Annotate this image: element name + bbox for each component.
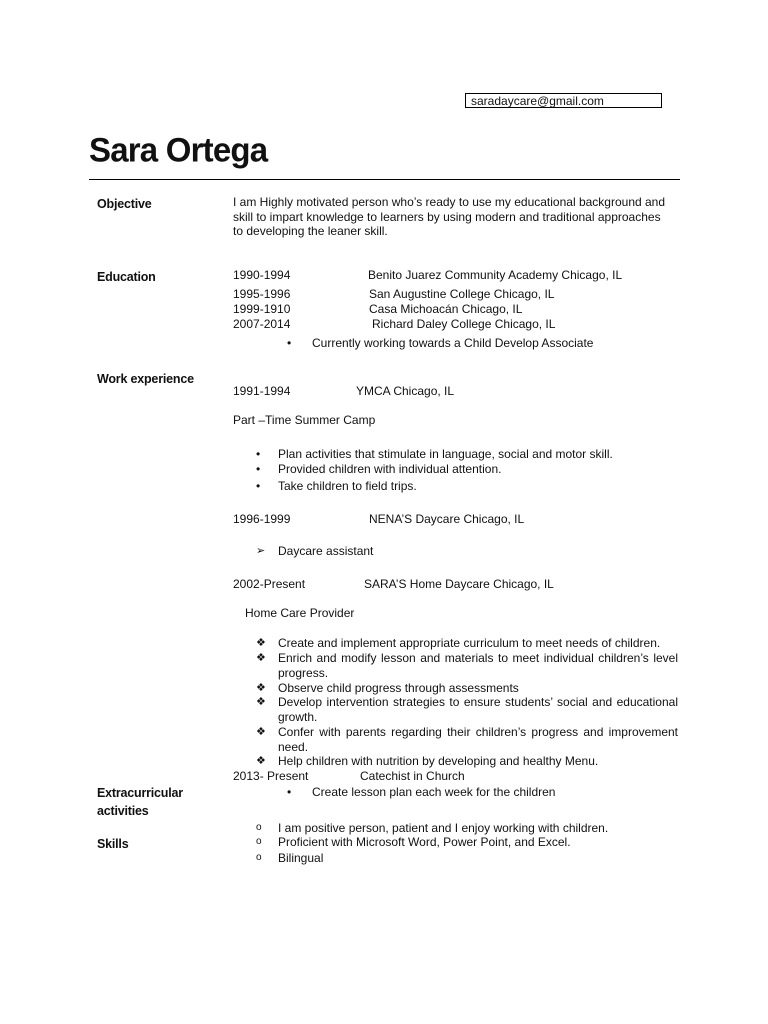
extracurricular-item: Create lesson plan each week for the children	[312, 785, 556, 799]
job-years: 1991-1994	[233, 384, 291, 398]
bullet-diamond: ❖	[256, 755, 266, 767]
education-years: 1999-1910	[233, 302, 291, 316]
education-years: 1995-1996	[233, 287, 291, 301]
education-school: Richard Daley College Chicago, IL	[372, 317, 556, 331]
job-duty: Create and implement appropriate curriculum to meet needs of children.	[278, 636, 661, 650]
job-years: 2002-Present	[233, 577, 306, 591]
job-place: YMCA Chicago, IL	[356, 384, 455, 398]
bullet-diamond: ❖	[256, 682, 266, 694]
education-school: San Augustine College Chicago, IL	[369, 287, 555, 301]
job-title: Home Care Provider	[245, 606, 355, 620]
job-duty: Plan activities that stimulate in language, social and motor skill.	[278, 447, 613, 461]
bullet-circle: o	[256, 836, 262, 847]
bullet-arrow: ➢	[256, 545, 266, 557]
job-place: NENA’S Daycare Chicago, IL	[369, 512, 525, 526]
bullet-dot: •	[256, 462, 261, 476]
section-extracurricular-line2: activities	[97, 804, 149, 818]
objective-text: I am Highly motivated person who’s ready to use my educational background and skill to impart knowledge to learners by using modern and traditional approaches to developing the leaner skill.	[233, 195, 666, 238]
section-education: Education	[97, 270, 156, 284]
resume-name: Sara Ortega	[89, 130, 268, 169]
bullet-dot: •	[287, 336, 292, 350]
header-rule	[89, 179, 680, 180]
email-box[interactable]: saradaycare@gmail.com	[465, 93, 662, 108]
bullet-dot: •	[287, 785, 292, 799]
job-duty: Provided children with individual attention.	[278, 462, 502, 476]
job-place: SARA’S Home Daycare Chicago, IL	[364, 577, 554, 591]
bullet-dot: •	[256, 447, 261, 461]
education-years: 2007-2014	[233, 317, 291, 331]
bullet-circle: o	[256, 822, 262, 833]
skill-item: Proficient with Microsoft Word, Power Point, and Excel.	[278, 835, 571, 849]
education-school: Casa Michoacán Chicago, IL	[369, 302, 523, 316]
job-duty: Develop intervention strategies to ensure students’ social and educational growth.	[278, 695, 678, 724]
extracurricular-place: Catechist in Church	[360, 769, 465, 783]
bullet-diamond: ❖	[256, 637, 266, 649]
section-work-experience: Work experience	[97, 372, 194, 386]
skill-item: I am positive person, patient and I enjoy working with children.	[278, 821, 609, 835]
section-skills: Skills	[97, 837, 129, 851]
education-years: 1990-1994	[233, 268, 291, 282]
bullet-circle: o	[256, 852, 262, 863]
bullet-diamond: ❖	[256, 652, 266, 664]
section-extracurricular: Extracurricular	[97, 786, 183, 800]
job-title: Part –Time Summer Camp	[233, 413, 376, 427]
job-duty: Take children to field trips.	[278, 479, 417, 493]
job-duty: Confer with parents regarding their children’s progress and improvement need.	[278, 725, 678, 754]
job-years: 1996-1999	[233, 512, 291, 526]
skill-item: Bilingual	[278, 851, 324, 865]
education-school: Benito Juarez Community Academy Chicago, IL	[368, 268, 623, 282]
extracurricular-years: 2013- Present	[233, 769, 309, 783]
bullet-diamond: ❖	[256, 726, 266, 738]
job-duty: Enrich and modify lesson and materials to meet individual children’s level progress.	[278, 651, 678, 680]
bullet-diamond: ❖	[256, 696, 266, 708]
education-note: Currently working towards a Child Develop Associate	[312, 336, 594, 350]
job-role: Daycare assistant	[278, 544, 374, 558]
section-objective: Objective	[97, 197, 152, 211]
job-duty: Help children with nutrition by developing and healthy Menu.	[278, 754, 599, 768]
bullet-dot: •	[256, 479, 261, 493]
job-duty: Observe child progress through assessments	[278, 681, 519, 695]
